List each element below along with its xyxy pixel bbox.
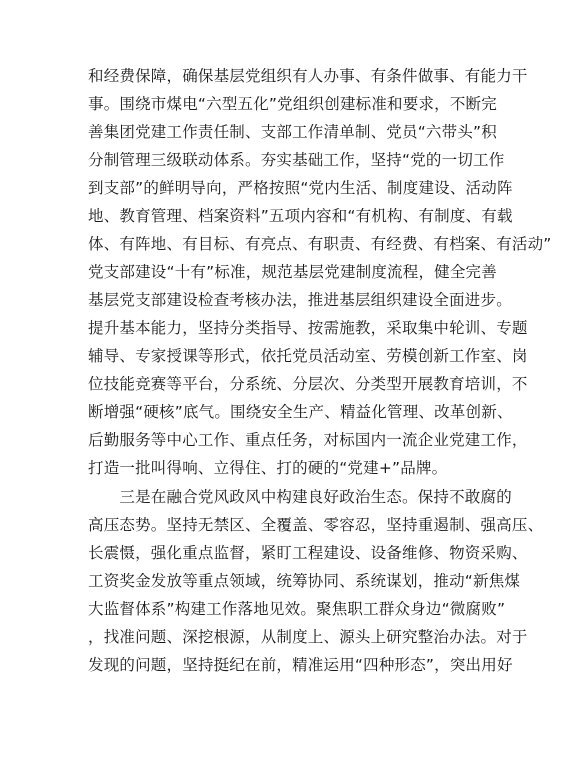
text-line: 高压态势。坚持无禁区、全覆盖、零容忍，坚持重遏制、强高压、 xyxy=(88,516,544,534)
text-line: 工资奖金发放等重点领域，统筹协同、系统谋划，推动“新焦煤 xyxy=(88,572,521,590)
text-line: 地、教育管理、档案资料”五项内容和“有机构、有制度、有载 xyxy=(88,207,513,225)
text-line: 位技能竞赛等平台，分系统、分层次、分类型开展教育培训，不 xyxy=(88,375,528,393)
text-line: 事。围绕市煤电“六型五化”党组织创建标准和要求，不断完 xyxy=(88,95,497,113)
text-line: 党支部建设“十有”标准，规范基层党建制度流程，健全完善 xyxy=(88,263,497,281)
paragraph-1 xyxy=(88,62,552,482)
text-line: 体、有阵地、有目标、有亮点、有职责、有经费、有档案、有活动” xyxy=(88,235,552,253)
text-line: 分制管理三级联动体系。夯实基础工作，坚持“党的一切工作 xyxy=(88,151,505,169)
text-line: 后勤服务等中心工作、重点任务，对标国内一流企业党建工作， xyxy=(88,431,528,449)
text-line: ，找准问题、深挖根源，从制度上、源头上研究整治办法。对于 xyxy=(88,628,528,646)
text-line: 大监督体系”构建工作落地见效。聚焦职工群众身边“微腐败” xyxy=(88,600,506,618)
text-line: 到支部”的鲜明导向，严格按照“党内生活、制度建设、活动阵 xyxy=(88,179,513,197)
text-line: 和经费保障，确保基层党组织有人办事、有条件做事、有能力干 xyxy=(88,67,528,85)
text-line: 基层党支部建设检查考核办法，推进基层组织建设全面进步。 xyxy=(88,291,512,309)
text-line: 断增强“硬核”底气。围绕安全生产、精益化管理、改革创新、 xyxy=(88,403,513,421)
paragraph-2 xyxy=(88,483,544,679)
text-line: 善集团党建工作责任制、支部工作清单制、党员“六带头”积 xyxy=(88,123,497,141)
text-line: 提升基本能力，坚持分类指导、按需施教，采取集中轮训、专题 xyxy=(88,319,528,337)
text-line: 三是在融合党风政风中构建良好政治生态。保持不敢腐的 xyxy=(88,488,512,506)
text-line: 辅导、专家授课等形式，依托党员活动室、劳模创新工作室、岗 xyxy=(88,347,528,365)
text-line: 打造一批叫得响、立得住、打的硬的“党建+”品牌。 xyxy=(88,459,448,477)
text-line: 发现的问题，坚持挺纪在前，精准运用“四种形态”，突出用好 xyxy=(88,656,513,674)
text-line: 长震慑，强化重点监督，紧盯工程建设、设备维修、物资采购、 xyxy=(88,544,528,562)
